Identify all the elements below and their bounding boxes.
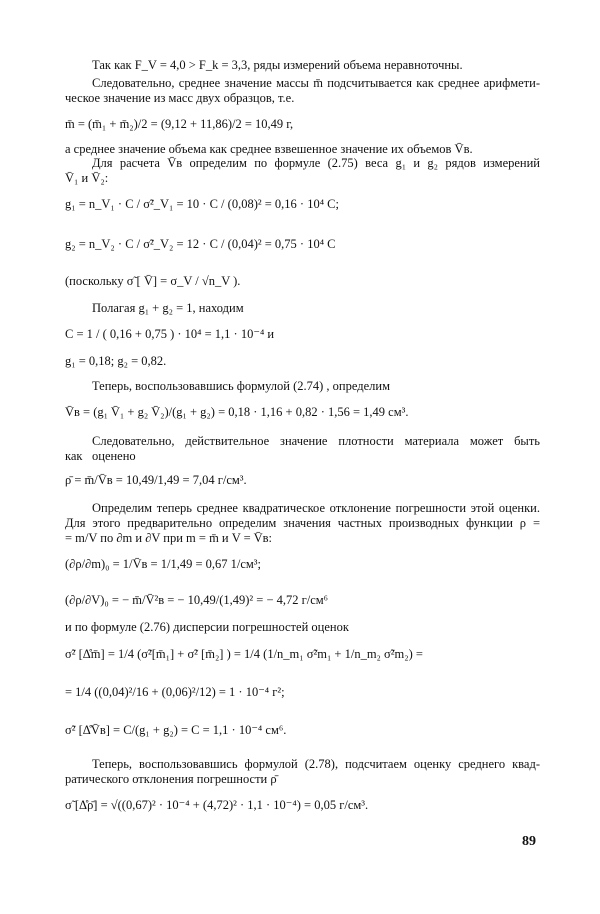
formula-variance-volume: σ̃² [Δ̊V̄в] = C/(g₁ + g₂) = C = 1,1 · 10⁻⁴ см⁶.: [65, 723, 287, 737]
formula-weight-g1: g₁ = n_V₁ · C / σ̃²_V₁ = 10 · C / (0,08)² = 0,16 · 10⁴ C;: [65, 197, 339, 211]
text-line-6: Для расчета V̄в определим по формуле (2.75) веса g₁ и g₂ рядов измерений: [92, 156, 540, 170]
formula-variance-mass: σ̃² [Δ̊m̄] = 1/4 (σ̃²[m̄₁] + σ̃² [m̄₂] ) = 1/4 (1/n_m₁ σ̃²m₁ + 1/n_m₂ σ̃²m₂) =: [65, 647, 423, 661]
text-line-28: Теперь, воспользовавшись формулой (2.78), подсчитаем оценку среднего квад-: [92, 757, 540, 771]
formula-mean-mass: m̄ = (m̄₁ + m̄₂)/2 = (9,12 + 11,86)/2 = 10,49 г,: [65, 117, 294, 131]
text-line-19: Определим теперь среднее квадратическое отклонение погрешности этой оценки.: [92, 501, 540, 515]
formula-std-density: σ̃ [Δ̊ρ̄] = √((0,67)² · 10⁻⁴ + (4,72)² · 1,1 · 10⁻⁴) = 0,05 г/см³.: [65, 798, 369, 812]
text-line-16: Следовательно, действительное значение плотности материала может быть оценено: [92, 434, 540, 463]
text-line-11: Полагая g₁ + g₂ = 1, находим: [92, 301, 244, 315]
formula-variance-mass-result: = 1/4 ((0,04)²/16 + (0,06)²/12) = 1 · 10⁻⁴ г²;: [65, 685, 285, 699]
text-line-7: V̄₁ и V̄₂:: [65, 171, 109, 185]
text-line-5: а среднее значение объема как среднее взвешенное значение их объемов V̄в.: [65, 142, 473, 156]
text-line-13: g₁ = 0,18; g₂ = 0,82.: [65, 354, 167, 368]
text-line-20: Для этого предварительно определим значения частных производных функции ρ =: [65, 516, 540, 530]
formula-weighted-volume: V̄в = (g₁ V̄₁ + g₂ V̄₂)/(g₁ + g₂) = 0,18 · 1,16 + 0,82 · 1,56 = 1,49 см³.: [65, 405, 409, 419]
page-number: 89: [522, 834, 536, 849]
text-line-21: = m/V по ∂m и ∂V при m = m̄ и V = V̄в:: [65, 531, 273, 545]
text-line-14: Теперь, воспользовавшись формулой (2.74) , определим: [92, 379, 390, 393]
text-line-17: как: [65, 449, 83, 463]
text-line-24: и по формуле (2.76) дисперсии погрешностей оценок: [65, 620, 349, 634]
formula-derivative-v: (∂ρ/∂V)₀ = − m̄/V̄²в = − 10,49/(1,49)² = − 4,72 г/см⁶: [65, 593, 329, 607]
formula-constant-c: C = 1 / ( 0,16 + 0,75 ) · 10⁴ = 1,1 · 10⁻⁴ и: [65, 327, 275, 341]
formula-derivative-m: (∂ρ/∂m)₀ = 1/V̄в = 1/1,49 = 0,67 1/см³;: [65, 557, 262, 571]
text-line-29: ратического отклонения погрешности ρ̄: [65, 772, 277, 786]
formula-density: ρ̄ = m̄/V̄в = 10,49/1,49 = 7,04 г/см³.: [65, 473, 247, 487]
text-line-3: ческое значение из масс двух образцов, т.е.: [65, 91, 295, 105]
formula-sigma-note: (поскольку σ̃ [ V̄] = σ_V / √n_V ).: [65, 274, 241, 288]
text-line-1: Так как F_V = 4,0 > F_k = 3,3, ряды измерений объема неравноточны.: [92, 58, 463, 72]
text-line-2: Следовательно, среднее значение массы m̄ подсчитывается как среднее арифмети-: [92, 76, 540, 90]
formula-weight-g2: g₂ = n_V₂ · C / σ̃²_V₂ = 12 · C / (0,04)² = 0,75 · 10⁴ C: [65, 237, 336, 251]
